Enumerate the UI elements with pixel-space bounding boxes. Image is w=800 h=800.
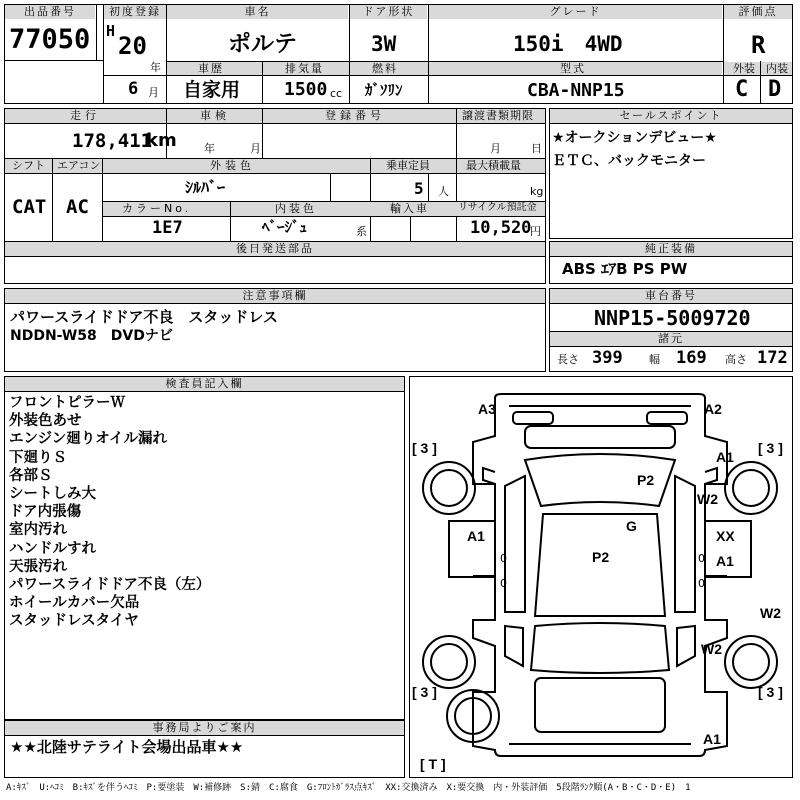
lot-label: 出品番号 — [5, 5, 95, 19]
score: R — [751, 31, 766, 59]
zero-mark: 0 — [500, 552, 507, 565]
door-label: ドア形状 — [350, 5, 427, 19]
tire-tread-rear-right: [ 3 ] — [758, 684, 783, 700]
zero-mark: 0 — [500, 577, 507, 590]
color-no: 1E7 — [152, 218, 183, 238]
era: H — [106, 22, 116, 40]
damage-a1-right-door: A1 — [716, 553, 734, 569]
equipment: ABS ｴｱB PS PW — [562, 260, 688, 278]
grade: 150i 4WD — [513, 32, 623, 56]
chassis-label: 車台番号 — [550, 289, 792, 303]
damage-a2: A2 — [704, 401, 722, 417]
score-label: 評価点 — [724, 5, 792, 19]
tire-tread-spare: [ T ] — [420, 756, 446, 772]
recycle: 10,520 — [470, 218, 532, 238]
length-label: 長さ — [557, 353, 579, 366]
damage-g-windshield: G — [626, 518, 637, 534]
mileage: 178,411 — [72, 130, 153, 152]
inspector-note: ホイールカバー欠品 — [9, 595, 140, 612]
legend: A:ｷｽﾞ U:ﾍｺﾐ B:ｷｽﾞを伴うﾍｺﾐ P:要塗装 W:補修跡 S:錆 C:腐食 G:ﾌﾛﾝﾄｶﾞﾗｽ点ｷｽﾞ XX:交換済み X:要交換 内・外装評価 5段階ﾗﾝｸ順(A・B・C・D・E) 1 — [6, 783, 691, 793]
recycle-label: リサイクル預託金 — [458, 202, 537, 213]
inspector-note: パワースライドドア不良（左） — [9, 577, 211, 594]
mileage-unit: km — [146, 130, 177, 151]
model-label: 型式 — [560, 62, 586, 75]
inspector-note: エンジン廻りオイル漏れ — [9, 431, 168, 448]
zero-mark: 0 — [698, 552, 705, 565]
month-unit: 月 — [148, 86, 159, 99]
inspector-note: ドア内張傷 — [9, 504, 82, 521]
recycle-unit: 円 — [530, 225, 541, 238]
length: 399 — [592, 348, 623, 368]
inspector-note: 外装色あせ — [9, 413, 82, 430]
int-grade-label: 内装 — [766, 62, 788, 75]
tire-tread-rear-left: [ 3 ] — [412, 684, 437, 700]
year-unit: 年 — [150, 61, 161, 74]
car-diagram — [409, 376, 793, 778]
inspector-label: 検査員記入欄 — [5, 377, 404, 391]
lot-number: 77050 — [9, 24, 91, 55]
notes-line: NDDN-W58 DVDナビ — [10, 328, 173, 344]
transfer-month-unit: 月 — [490, 142, 501, 155]
damage-w2-front-right: W2 — [697, 491, 718, 507]
int-color-label: 内装色 — [275, 202, 317, 215]
capacity-label: 乗車定員 — [386, 159, 430, 172]
name-label: 車名 — [167, 5, 348, 19]
capacity: 5 — [414, 179, 424, 198]
damage-p2-center: P2 — [592, 549, 610, 565]
inspector-note: シートしみ大 — [9, 486, 96, 503]
max-load-unit: kg — [530, 185, 544, 198]
office-label: 事務局よりご案内 — [5, 721, 404, 735]
notes-label: 注意事項欄 — [5, 289, 545, 303]
chassis-number: NNP15-5009720 — [594, 306, 751, 330]
transfer-day-unit: 日 — [531, 142, 542, 155]
width: 169 — [676, 348, 707, 368]
inspection-label: 車検 — [200, 109, 230, 122]
color-no-label: カラーNo. — [122, 202, 192, 215]
inspector-notes-list — [9, 394, 210, 631]
inspector-note: 各部Ｓ — [9, 467, 53, 484]
sales-point-label: セールスポイント — [550, 109, 792, 123]
office-notice: ★★北陸サテライト会場出品車★★ — [10, 738, 244, 756]
sales-line: ★オークションデビュー★ — [552, 130, 717, 146]
ext-grade: C — [735, 77, 749, 102]
mileage-label: 走行 — [70, 109, 100, 122]
model: CBA-NNP15 — [527, 80, 625, 101]
year-number: 20 — [118, 32, 147, 60]
zero-mark: 0 — [698, 577, 705, 590]
inspector-note: スタッドレスタイヤ — [9, 613, 139, 630]
damage-a3: A3 — [478, 401, 496, 417]
damage-a1-rear: A1 — [703, 731, 721, 747]
displacement-unit: cc — [330, 87, 343, 100]
int-color-unit: 系 — [356, 225, 367, 238]
equipment-label: 純正装備 — [550, 242, 792, 256]
import-label: 輸入車 — [390, 202, 429, 215]
width-label: 幅 — [649, 353, 660, 366]
car-name: ポルテ — [228, 31, 297, 57]
height-label: 高さ — [725, 353, 747, 366]
damage-w2-rear-right: W2 — [760, 605, 781, 621]
notes-line: パワースライドドア不良 スタッドレス — [10, 308, 278, 326]
damage-a1-fender: A1 — [716, 449, 734, 465]
fuel: ｶﾞｿﾘﾝ — [365, 81, 403, 99]
grade-label: グレード — [429, 5, 722, 19]
int-color: ﾍﾞｰｼﾞｭ — [262, 218, 308, 236]
ext-grade-label: 外装 — [733, 62, 755, 75]
tire-tread-front-right: [ 3 ] — [758, 440, 783, 456]
displacement-label: 排気量 — [285, 62, 324, 75]
shift-label: シフト — [12, 159, 45, 172]
damage-a1-left-door: A1 — [467, 528, 485, 544]
first-reg-label: 初度登録 — [104, 5, 166, 19]
displacement: 1500 — [284, 79, 328, 100]
inspector-note: フロントピラーＷ — [9, 395, 125, 411]
inspector-note: 天張汚れ — [9, 558, 67, 575]
sales-line: ＥＴＣ、バックモニター — [552, 153, 706, 169]
damage-w2-rear-quarter: W2 — [701, 641, 722, 657]
inspector-note: 下廻りＳ — [9, 449, 67, 466]
reg-no-label: 登録番号 — [325, 109, 385, 122]
shift: CAT — [12, 196, 47, 218]
int-grade: D — [768, 77, 782, 102]
inspector-note: ハンドルすれ — [9, 540, 96, 557]
fuel-label: 燃料 — [372, 62, 398, 75]
damage-p2-roof: P2 — [637, 472, 655, 488]
height: 172 — [757, 348, 788, 368]
sales-point-box — [549, 108, 793, 239]
history-label: 車歴 — [198, 62, 224, 75]
later-parts-label: 後日発送部品 — [5, 242, 545, 256]
ext-color-label: 外装色 — [210, 159, 255, 172]
transfer-label: 譲渡書類期限 — [462, 109, 534, 122]
ext-color: ｼﾙﾊﾞｰ — [185, 178, 226, 197]
inspector-note: 室内汚れ — [9, 522, 67, 539]
capacity-unit: 人 — [438, 185, 449, 198]
history: 自家用 — [183, 79, 241, 101]
inspection-year-unit: 年 — [204, 142, 215, 155]
dims-label: 諸元 — [550, 332, 792, 346]
damage-xx: XX — [716, 528, 735, 544]
door-type: 3W — [371, 32, 397, 56]
month-number: 6 — [128, 79, 139, 99]
max-load-label: 最大積載量 — [466, 159, 521, 172]
ac: AC — [66, 196, 89, 218]
tire-tread-front-left: [ 3 ] — [412, 440, 437, 456]
ac-label: エアコン — [57, 159, 101, 172]
inspection-month-unit: 月 — [250, 142, 261, 155]
